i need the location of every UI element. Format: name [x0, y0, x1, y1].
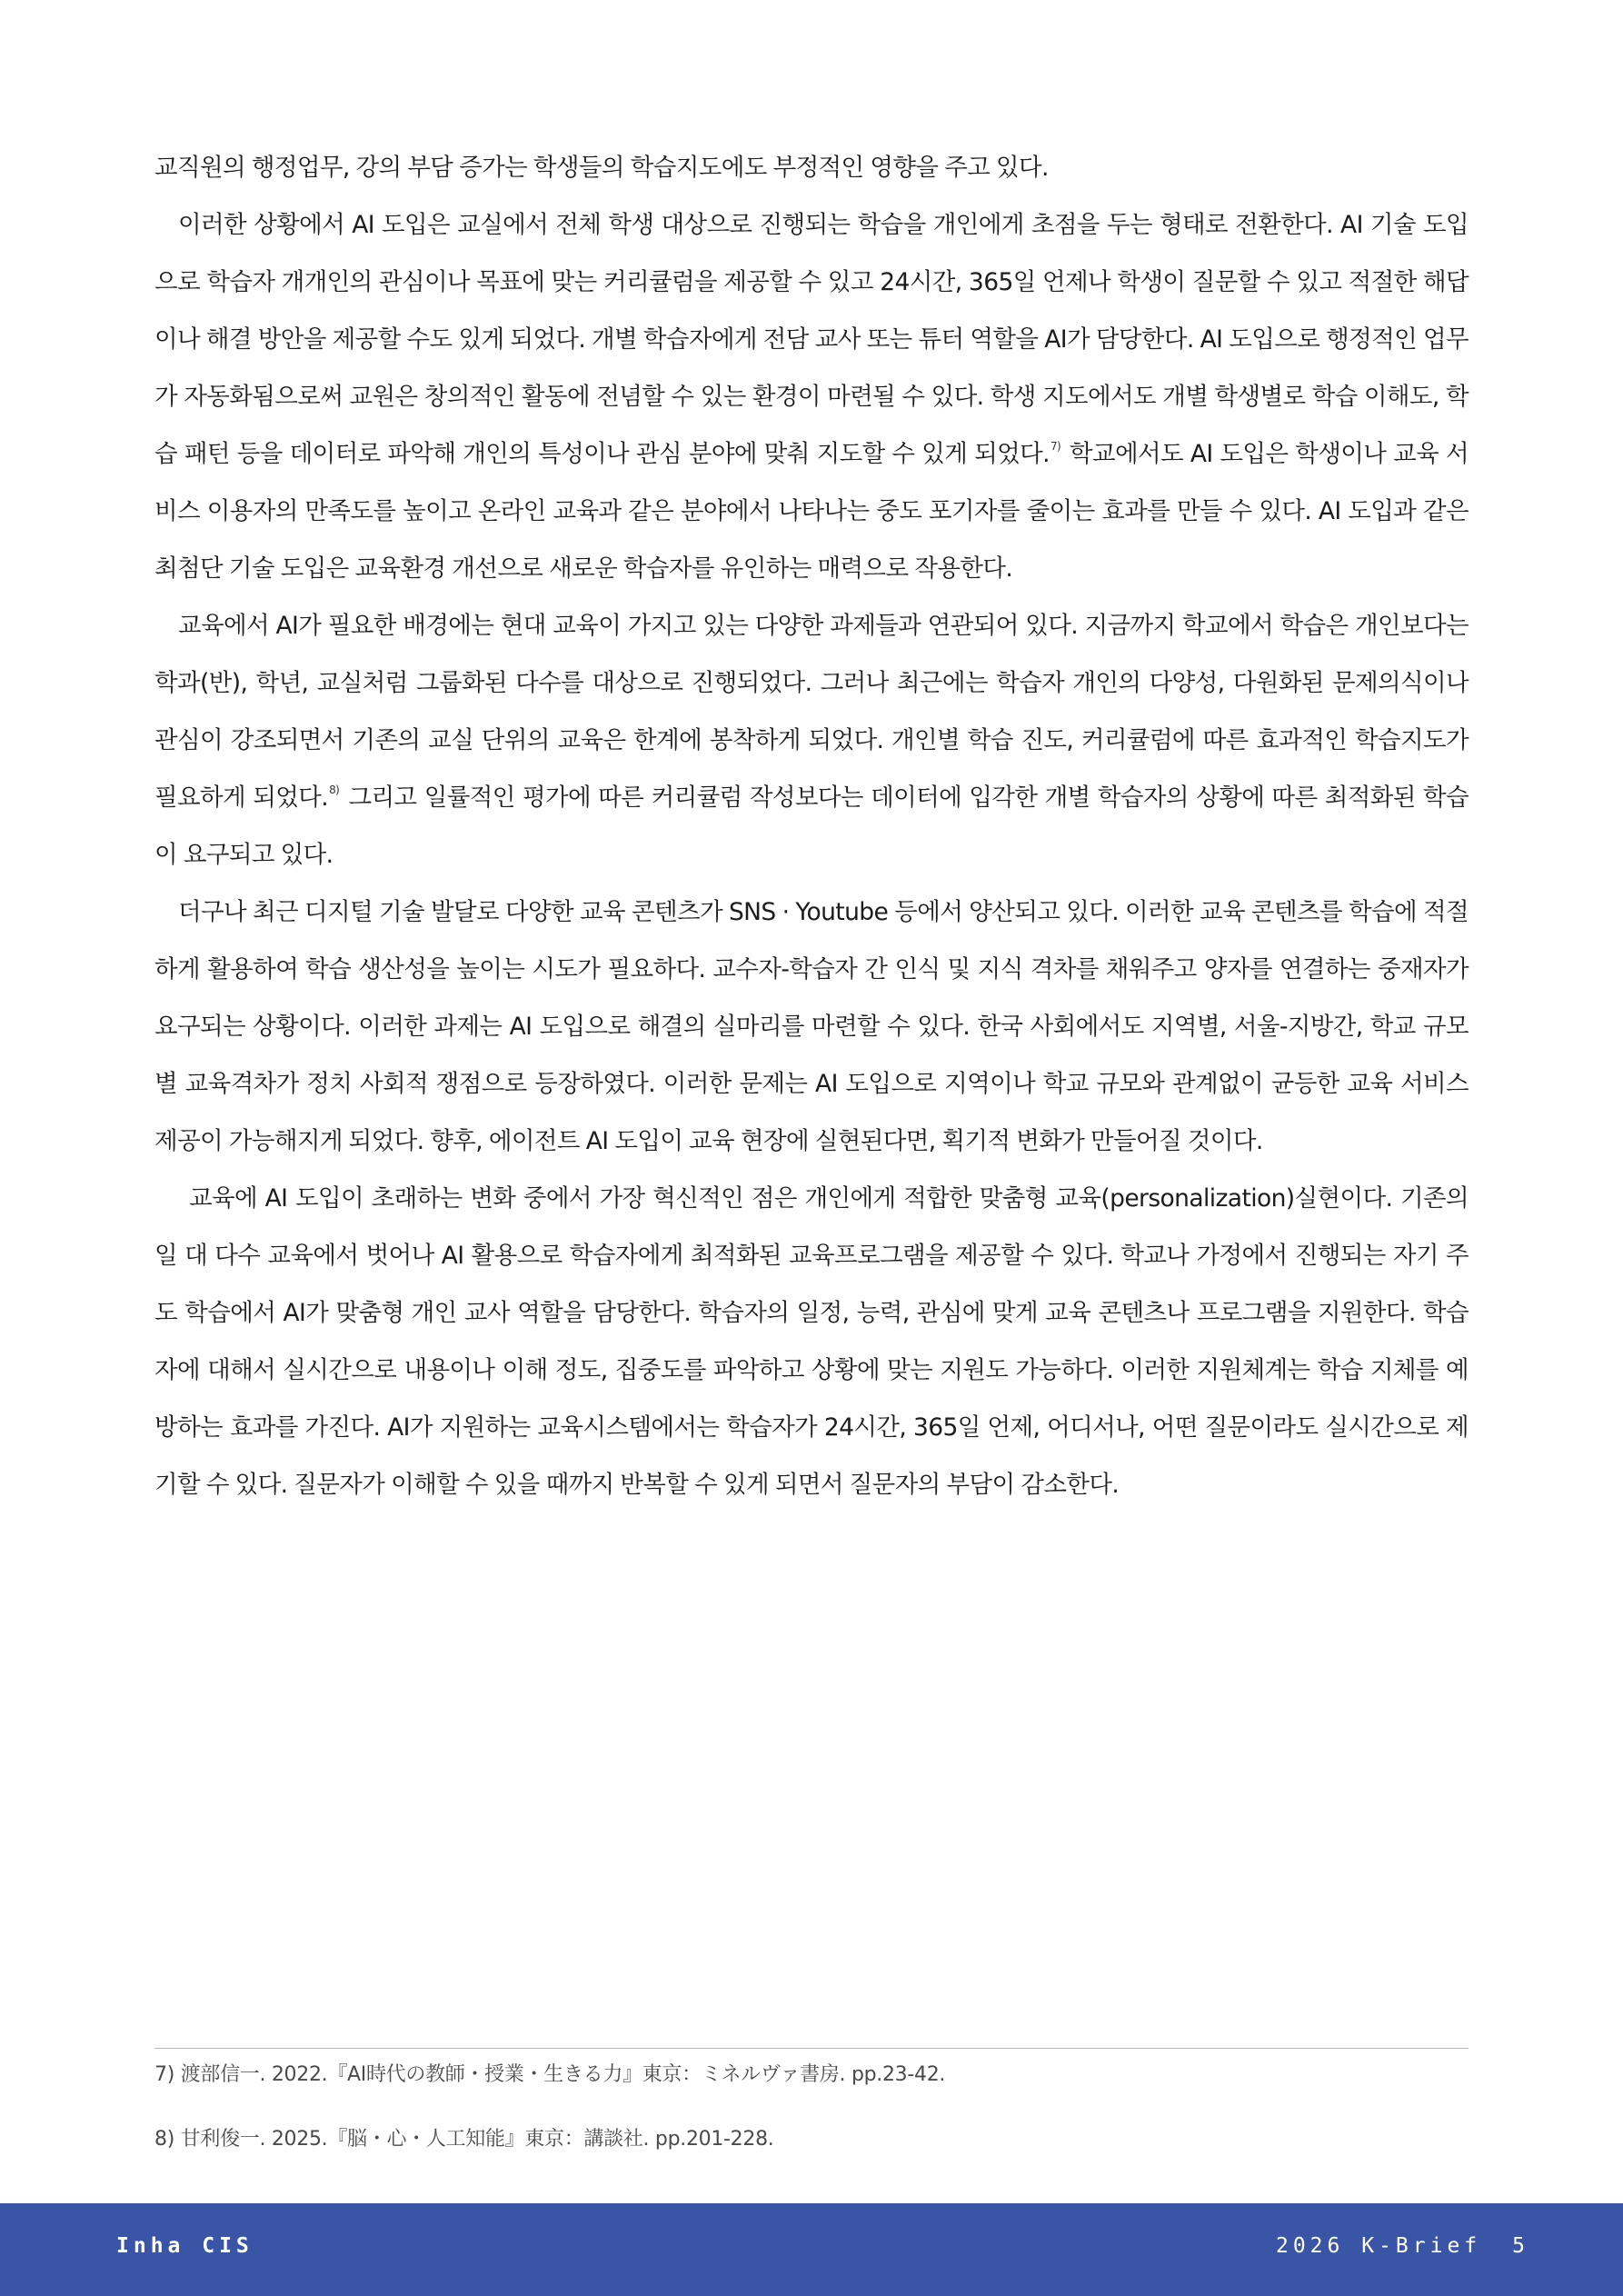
- page-footer: [0, 2203, 1623, 2296]
- paragraph-4: 더구나 최근 디지털 기술 발달로 다양한 교육 콘텐츠가 SNS · Youtube 등에서 양산되고 있다. 이러한 교육 콘텐츠를 학습에 적절하게 활용하여 학습 생산성을 높이는 시도가 필요하다. 교수자-학습자 간 인식 및 지식 격차를 채워주고 양자를 연결하는 중재자가 요구되는 상황이다. 이러한 과제는 AI 도입으로 해결의 실마리를 마련할 수 있다. 한국 사회에서도 지역별, 서울-지방간, 학교 규모별 교육격차가 정치 사회적 쟁점으로 등장하였다. 이러한 문제는 AI 도입으로 지역이나 학교 규모와 관계없이 균등한 교육 서비스 제공이 가능해지게 되었다. 향후, 에이전트 AI 도입이 교육 현장에 실현된다면, 획기적 변화가 만들어질 것이다.: [154, 898, 1469, 1155]
- footer-series: 2026 K-Brief: [1275, 2234, 1482, 2258]
- footnote-ref-8: 8): [329, 784, 340, 796]
- footer-right: [1276, 2234, 1529, 2258]
- paragraph-2: [154, 196, 1469, 597]
- footnote-7: 7) 渡部信一. 2022.『AI時代の教師・授業・生きる力』東京：ミネルヴァ書房. pp.23-42.: [154, 2063, 946, 2086]
- paragraph-3: [154, 597, 1469, 883]
- footer-publisher: Inha CIS: [116, 2234, 254, 2258]
- footnote-8: 8) 甘利俊一. 2025.『脳・心・人工知能』東京：講談社. pp.201-228.: [154, 2128, 774, 2151]
- paragraph-2-text-a: 이러한 상황에서 AI 도입은 교실에서 전체 학생 대상으로 진행되는 학습을 개인에게 초점을 두는 형태로 전환한다. AI 기술 도입으로 학습자 개개인의 관심이나 목표에 맞는 커리큘럼을 제공할 수 있고 24시간, 365일 언제나 학생이 질문할 수 있고 적절한 해답이나 해결 방안을 제공할 수도 있게 되었다. 개별 학습자에게 전담 교사 또는 튜터 역할을 AI가 담당한다. AI 도입으로 행정적인 업무가 자동화됨으로써 교원은 창의적인 활동에 전념할 수 있는 환경이 마련될 수 있다. 학생 지도에서도 개별 학생별로 학습 이해도, 학습 패턴 등을 데이터로 파악해 개인의 특성이나 관심 분야에 맞춰 지도할 수 있게 되었다.: [154, 211, 1469, 468]
- footnote-ref-7: 7): [1050, 440, 1061, 453]
- paragraph-1: 교직원의 행정업무, 강의 부담 증가는 학생들의 학습지도에도 부정적인 영향을 주고 있다.: [154, 154, 1049, 182]
- paragraph-2-text-b: 학교에서도 AI 도입은 학생이나 교육 서비스 이용자의 만족도를 높이고 온라인 교육과 같은 분야에서 나타나는 중도 포기자를 줄이는 효과를 만들 수 있다. AI 도입과 같은 최첨단 기술 도입은 교육환경 개선으로 새로운 학습자를 유인하는 매력으로 작용한다.: [154, 440, 1469, 583]
- document-body: [154, 139, 1469, 1513]
- paragraph-3-text-a: 교육에서 AI가 필요한 배경에는 현대 교육이 가지고 있는 다양한 과제들과 연관되어 있다. 지금까지 학교에서 학습은 개인보다는 학과(반), 학년, 교실처럼 그룹화된 다수를 대상으로 진행되었다. 그러나 최근에는 학습자 개인의 다양성, 다원화된 문제의식이나 관심이 강조되면서 기존의 교실 단위의 교육은 한계에 봉착하게 되었다. 개인별 학습 진도, 커리큘럼에 따른 효과적인 학습지도가 필요하게 되었다.: [154, 612, 1469, 812]
- paragraph-5: 교육에 AI 도입이 초래하는 변화 중에서 가장 혁신적인 점은 개인에게 적합한 맞춤형 교육(personalization)실현이다. 기존의 일 대 다수 교육에서 벗어나 AI 활용으로 학습자에게 최적화된 교육프로그램을 제공할 수 있다. 학교나 가정에서 진행되는 자기 주도 학습에서 AI가 맞춤형 개인 교사 역할을 담당한다. 학습자의 일정, 능력, 관심에 맞게 교육 콘텐츠나 프로그램을 지원한다. 학습자에 대해서 실시간으로 내용이나 이해 정도, 집중도를 파악하고 상황에 맞는 지원도 가능하다. 이러한 지원체계는 학습 지체를 예방하는 효과를 가진다. AI가 지원하는 교육시스템에서는 학습자가 24시간, 365일 언제, 어디서나, 어떤 질문이라도 실시간으로 제기할 수 있다. 질문자가 이해할 수 있을 때까지 반복할 수 있게 되면서 질문자의 부담이 감소한다.: [154, 1184, 1469, 1499]
- paragraph-3-text-b: 그리고 일률적인 평가에 따른 커리큘럼 작성보다는 데이터에 입각한 개별 학습자의 상황에 따른 최적화된 학습이 요구되고 있다.: [154, 784, 1469, 869]
- footnotes-section: [154, 2048, 1469, 2155]
- page-number: 5: [1512, 2234, 1529, 2258]
